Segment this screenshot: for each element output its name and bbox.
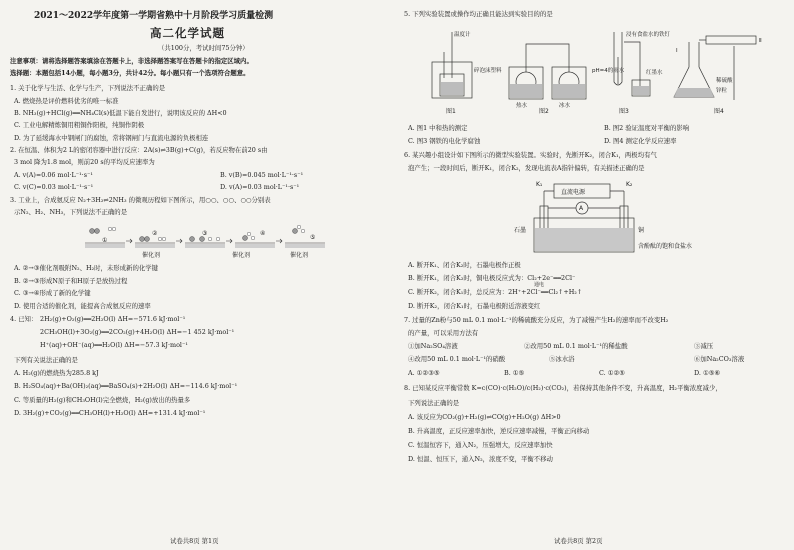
q4-eq-3: H⁺(aq)+OH⁻(aq)══H₂O(l) ΔH=−57.3 kJ·mol⁻¹ (40, 341, 188, 349)
footer-left: 试卷共8页 第1页 (170, 537, 219, 545)
q5-label-hot-water: 热水 (516, 103, 528, 109)
q6-option-b: B. 断开K₁，闭合K₂时，铜电极反应式为：Cl₂+2e⁻══2Cl⁻ (408, 274, 576, 282)
q3-stem-cont: 示N₂、H₂、NH₃，下列说法不正确的是 (14, 208, 128, 216)
q1-option-d: D. 为了延缓海水中钢闸门的腐蚀，常将钢闸门与直流电源的负极相连 (14, 134, 209, 142)
q5-option-b: B. 图2 验证温度对平衡的影响 (604, 124, 690, 132)
notice: 注意事项：请将选择题答案填涂在答题卡上，非选择题答案写在答题卡的指定区域内。 (10, 57, 253, 65)
q1-stem: 1. 关于化学与生活、化学与生产，下列说法不正确的是 (10, 84, 166, 92)
q3-catalyst-2: 催化剂 (232, 252, 251, 259)
q5-option-a: A. 图1 中和热的测定 (408, 124, 468, 132)
q3-step-5: ⑤ (310, 234, 316, 241)
q7-option-b: B. ①⑤ (504, 369, 525, 377)
q6-stem: 6. 某兴趣小组设计如下图所示的微型实验装置。实验时，先断开K₂，闭合K₁，两极均有气 (404, 151, 657, 159)
score-time: （共100分，考试时间75分钟） (158, 44, 249, 52)
q1-option-b: B. NH₃(g)+HCl(g)══NH₄Cl(s)低温下能自发进行，说明该反应的 ΔH<0 (14, 109, 227, 117)
q1-option-c: C. 工业电解精炼铜用粗铜作阳极，纯铜作阴极 (14, 121, 145, 129)
q7-option-a: A. ①②③⑤ (408, 369, 440, 377)
q6-label-ammeter: A (579, 205, 584, 212)
q4-eq-1: 2H₂(g)+O₂(g)══2H₂O(l) ΔH=−571.6 kJ·mol⁻¹ (40, 315, 186, 323)
q5-caption-3: 图3 (619, 108, 629, 114)
q5-label-acid: 稀硫酸 (716, 78, 733, 84)
q6-label-power: 直流电源 (561, 189, 586, 196)
q7-item-3: ③减压 (694, 342, 714, 350)
q3-reaction-figure (80, 221, 330, 261)
q6-option-d: D. 断开K₂，闭合K₁时，石墨电极附近溶液变红 (408, 302, 541, 310)
q5-label-rain: pH=4的雨水 (592, 68, 625, 74)
q6-label-k2: K₂ (626, 181, 633, 188)
q5-stem: 5. 下列实验装置或操作均正确且能达到实验目的的是 (404, 10, 553, 18)
q7-option-d: D. ①⑤⑥ (694, 369, 721, 377)
q5-caption-4: 图4 (714, 108, 724, 114)
q7-item-2: ②改用50 mL 0.1 mol·L⁻¹的稀盐酸 (524, 342, 628, 350)
q6-condition: 通电 (534, 282, 545, 288)
q3-catalyst-1: 催化剂 (142, 252, 161, 259)
q8-option-d: D. 恒温、恒压下，通入N₂，浓度不变，平衡不移动 (408, 455, 553, 463)
q3-option-a: A. ②→③催化剂吸附N₂、H₂时，未形成新的化学键 (14, 264, 159, 272)
q7-item-6: ⑥加Na₂CO₃溶液 (694, 355, 745, 363)
subject-title: 高二化学试题 (150, 26, 225, 40)
q5-label-ice-water: 冰水 (559, 103, 571, 109)
q7-item-4: ④改用50 mL 0.1 mol·L⁻¹的硝酸 (408, 355, 506, 363)
q7-item-5: ⑤冰水浴 (549, 355, 575, 363)
q8-option-b: B. 升高温度，正反应速率加快，逆反应速率减慢，平衡正向移动 (408, 427, 590, 435)
q3-option-b: B. ②→③形成N原子和H原子是放热过程 (14, 277, 128, 285)
q3-catalyst-3: 催化剂 (290, 252, 309, 259)
exam-title: 2021～2022学年度第一学期省熟中十月阶段学习质量检测 (34, 11, 274, 21)
q6-option-a: A. 断开K₁、闭合K₂时，石墨电极作正极 (408, 261, 521, 269)
q6-option-c: C. 断开K₂，闭合K₁时，总反应为：2H⁺+2Cl⁻══Cl₂↑+H₂↑ (408, 288, 583, 296)
q6-label-graphite: 石墨 (514, 227, 527, 234)
q2-option-a: A. v(A)=0.06 mol·L⁻¹·s⁻¹ (14, 171, 93, 179)
q5-label-red-ink: 红墨水 (646, 70, 663, 76)
q5-label-nail: 浸有食盐水的铁钉 (626, 32, 671, 38)
q4-stem-cont: 下列有关说法正确的是 (14, 356, 78, 364)
q5-label-i: Ⅰ (676, 48, 678, 54)
q5-caption-2: 图2 (539, 108, 549, 114)
q4-option-d: D. 3H₂(g)+CO₂(g)══CH₃OH(l)+H₂O(l) ΔH=+131.4 kJ·mol⁻¹ (14, 409, 206, 417)
q6-label-copper: 铜 (638, 227, 645, 234)
q5-option-d: D. 图4 测定化学反应速率 (604, 137, 677, 145)
footer-right: 试卷共8页 第2页 (554, 537, 603, 545)
q8-stem-cont: 下列说法正确的是 (408, 399, 460, 407)
q4-option-c: C. 等质量的H₂(g)和CH₃OH(l)完全燃烧，H₂(g)放出的热量多 (14, 396, 191, 404)
q6-electrolysis-figure (514, 176, 704, 258)
q5-label-zinc: 锌粒 (716, 88, 728, 94)
q6-stem-cont: 泡产生；一段时间后，断开K₁，闭合K₂，发现电流表A指针偏转，有关描述正确的是 (408, 164, 645, 172)
q4-option-b: B. H₂SO₄(aq)+Ba(OH)₂(aq)══BaSO₄(s)+2H₂O(l) ΔH=−114.6 kJ·mol⁻¹ (14, 382, 238, 390)
q2-option-c: C. v(C)=0.03 mol·L⁻¹·s⁻¹ (14, 183, 94, 191)
q7-stem: 7. 过量的Zn粉与50 mL 0.1 mol·L⁻¹的稀硫酸充分反应，为了减慢产生H₂的速率而不改变H₂ (404, 316, 669, 324)
q3-option-c: C. ③→④形成了新的化学键 (14, 289, 91, 297)
right-column (404, 0, 784, 550)
q7-item-1: ①加Na₂SO₄溶液 (408, 342, 458, 350)
q3-step-4: ④ (260, 230, 266, 237)
q2-option-d: D. v(A)=0.03 mol·L⁻¹·s⁻¹ (220, 183, 300, 191)
q2-stem: 2. 在恒温、体积为2 L的密闭容器中进行反应：2A(s)⇌3B(g)+C(g)，若反应物在前20 s由 (10, 146, 268, 154)
q8-option-c: C. 恒温恒容下，通入N₂，压强增大，反应速率加快 (408, 441, 553, 449)
q3-stem: 3. 工业上，合成氨反应 N₂+3H₂⇌2NH₃ 的微观历程如下图所示，用○○、○○、○○分别表 (10, 196, 271, 204)
q2-stem-cont: 3 mol 降为1.8 mol，则前20 s的平均反应速率为 (14, 158, 155, 166)
q8-option-a: A. 该反应为CO₂(g)+H₂(g)⇌CO(g)+H₂O(g) ΔH>0 (408, 413, 561, 421)
q1-option-a: A. 燃烧热是评价燃料优劣的唯一标准 (14, 97, 119, 105)
q7-stem-cont: 的产量，可以采用方法有 (408, 329, 479, 337)
q8-stem: 8. 已知某反应平衡常数 K=c(CO)·c(H₂O)/c(H₂)·c(CO₂)，若保持其他条件不变，升高温度，H₂平衡浓度减少， (404, 384, 722, 392)
q3-step-1: ① (102, 237, 108, 244)
q3-step-3: ③ (202, 230, 208, 237)
q6-label-k1: K₁ (536, 181, 543, 188)
q5-caption-1: 图1 (446, 108, 456, 114)
q6-label-solution: 含酚酞的饱和食盐水 (638, 243, 693, 250)
q4-option-a: A. H₂(g)的燃烧热为285.8 kJ (14, 369, 99, 377)
q4-eq-2: 2CH₃OH(l)+3O₂(g)══2CO₂(g)+4H₂O(l) ΔH=−1 452 kJ·mol⁻¹ (40, 328, 235, 336)
q3-option-d: D. 使用合适的催化剂，能提高合成氨反应的速率 (14, 302, 151, 310)
q5-apparatus-figure (414, 22, 784, 114)
q7-option-c: C. ①②⑤ (599, 369, 625, 377)
q5-label-ii: Ⅱ (759, 38, 762, 44)
q3-step-2: ② (152, 230, 158, 237)
q5-option-c: C. 图3 钢铁的电化学腐蚀 (408, 137, 481, 145)
q4-stem: 4. 已知： (10, 315, 38, 323)
q5-label-foam: 碎泡沫塑料 (474, 68, 502, 74)
q5-label-thermometer: 温度计 (454, 32, 471, 38)
q2-option-b: B. v(B)=0.045 mol·L⁻¹·s⁻¹ (220, 171, 304, 179)
instructions: 选择题：本题包括14小题，每小题3分，共计42分。每小题只有一个选项符合题意。 (10, 69, 250, 77)
left-column (10, 0, 390, 550)
